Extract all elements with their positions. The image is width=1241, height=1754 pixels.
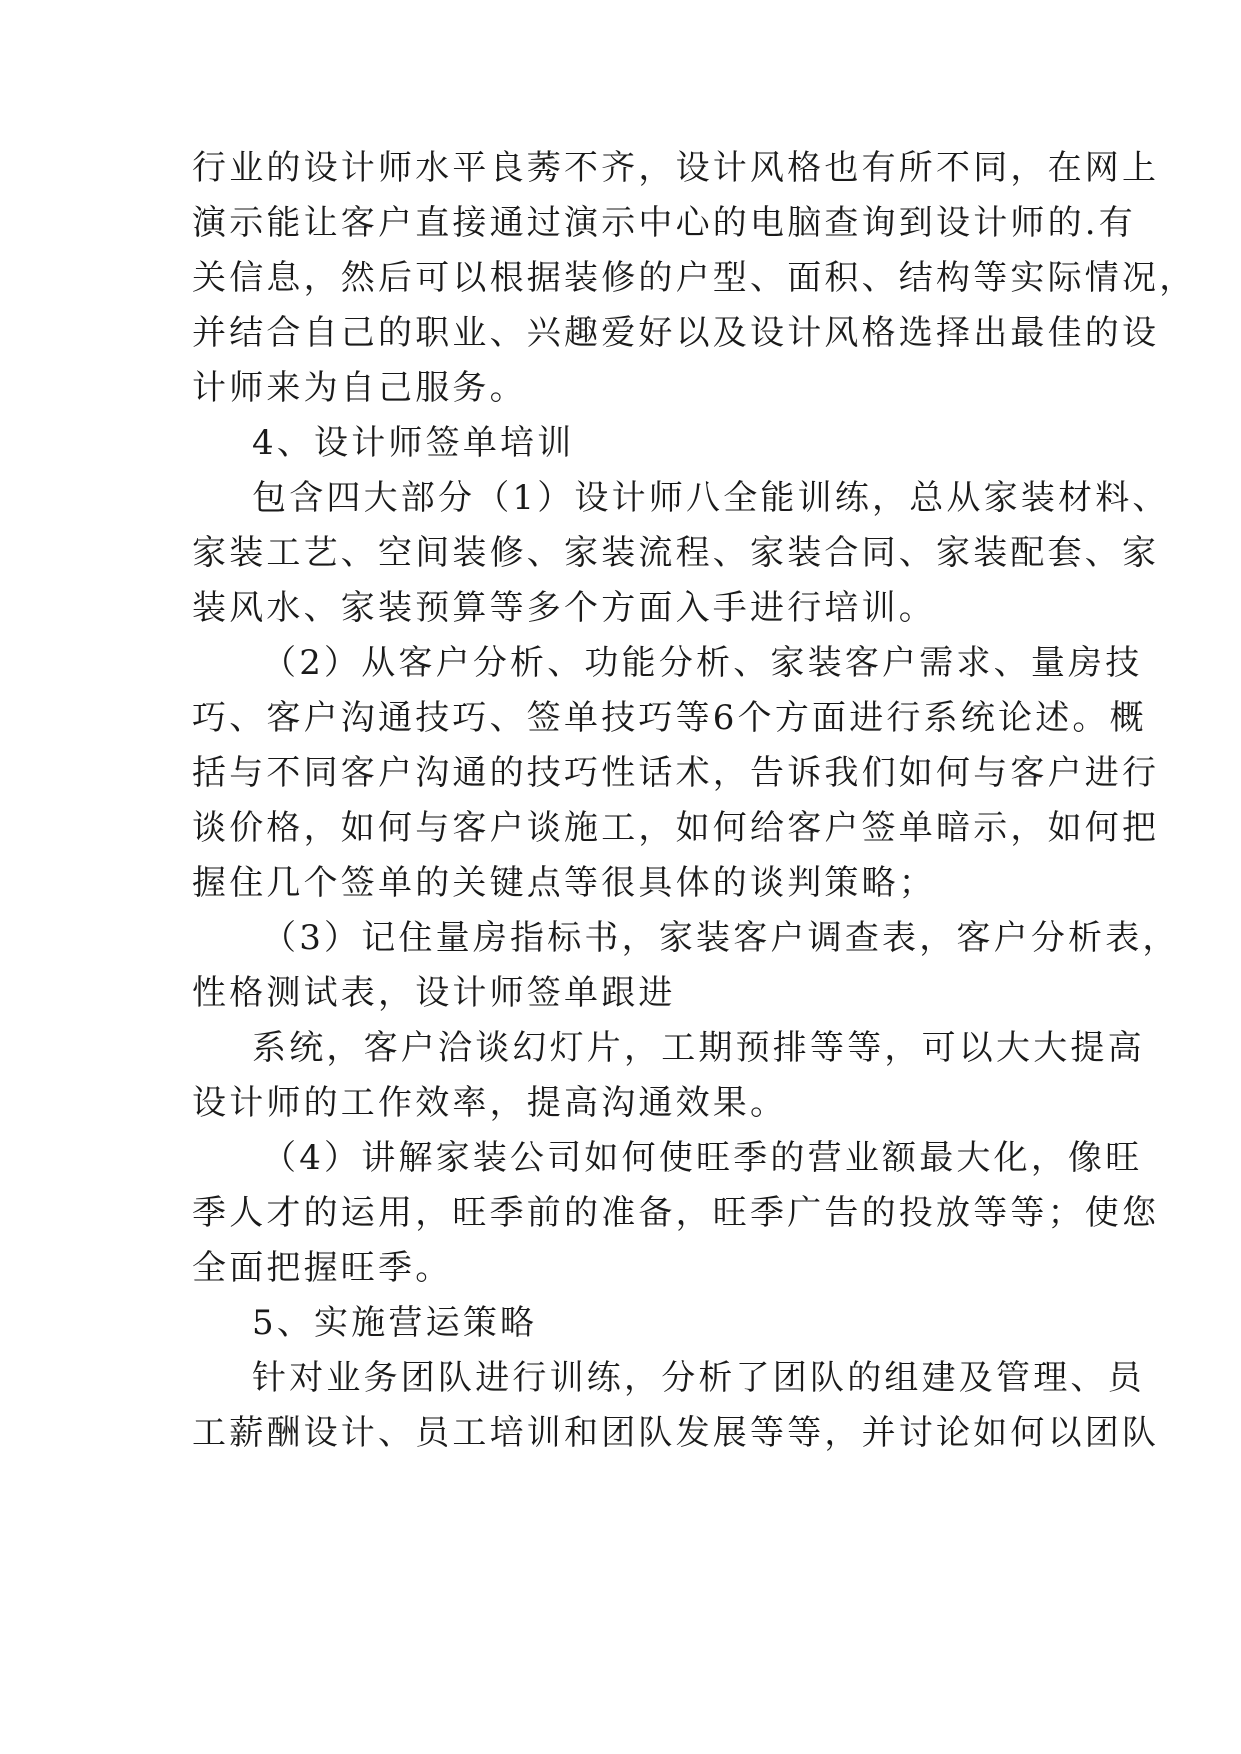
text-line: （3）记住量房指标书，家装客户调查表，客户分析表， xyxy=(262,918,1180,958)
text-line: 包含四大部分（1）设计师八全能训练，总从家装材料、 xyxy=(252,478,1170,518)
text-line: （4）讲解家装公司如何使旺季的营业额最大化，像旺 xyxy=(262,1138,1143,1178)
text-line: 性格测试表，设计师签单跟进 xyxy=(192,973,676,1013)
text-line: 设计师的工作效率，提高沟通效果。 xyxy=(192,1083,788,1123)
text-line: 针对业务团队进行训练，分析了团队的组建及管理、员 xyxy=(252,1358,1145,1398)
text-line: 关信息，然后可以根据装修的户型、面积、结构等实际情况， xyxy=(192,258,1197,298)
text-line: （2）从客户分析、功能分析、家装客户需求、量房技 xyxy=(262,643,1143,683)
text-line: 巧、客户沟通技巧、签单技巧等6个方面进行系统论述。概 xyxy=(192,698,1147,738)
text-line: 并结合自己的职业、兴趣爱好以及设计风格选择出最佳的设 xyxy=(192,313,1160,353)
text-line: 计师来为自己服务。 xyxy=(192,368,527,408)
section-heading: 4、设计师签单培训 xyxy=(252,423,575,463)
text-line: 工薪酬设计、员工培训和团队发展等等，并讨论如何以团队 xyxy=(192,1413,1160,1453)
text-line: 系统，客户洽谈幻灯片，工期预排等等，可以大大提高 xyxy=(252,1028,1145,1068)
text-line: 括与不同客户沟通的技巧性话术，告诉我们如何与客户进行 xyxy=(192,753,1160,793)
section-heading: 5、实施营运策略 xyxy=(252,1303,538,1343)
text-line: 行业的设计师水平良莠不齐，设计风格也有所不同，在网上 xyxy=(192,148,1160,188)
text-line: 谈价格，如何与客户谈施工，如何给客户签单暗示，如何把 xyxy=(192,808,1160,848)
text-line: 季人才的运用，旺季前的准备，旺季广告的投放等等；使您 xyxy=(192,1193,1160,1233)
text-line: 握住几个签单的关键点等很具体的谈判策略； xyxy=(192,863,936,903)
text-line: 家装工艺、空间装修、家装流程、家装合同、家装配套、家 xyxy=(192,533,1160,573)
text-line: 装风水、家装预算等多个方面入手进行培训。 xyxy=(192,588,936,628)
text-line: 全面把握旺季。 xyxy=(192,1248,453,1288)
text-line: 演示能让客户直接通过演示中心的电脑查询到设计师的.有 xyxy=(192,203,1137,243)
